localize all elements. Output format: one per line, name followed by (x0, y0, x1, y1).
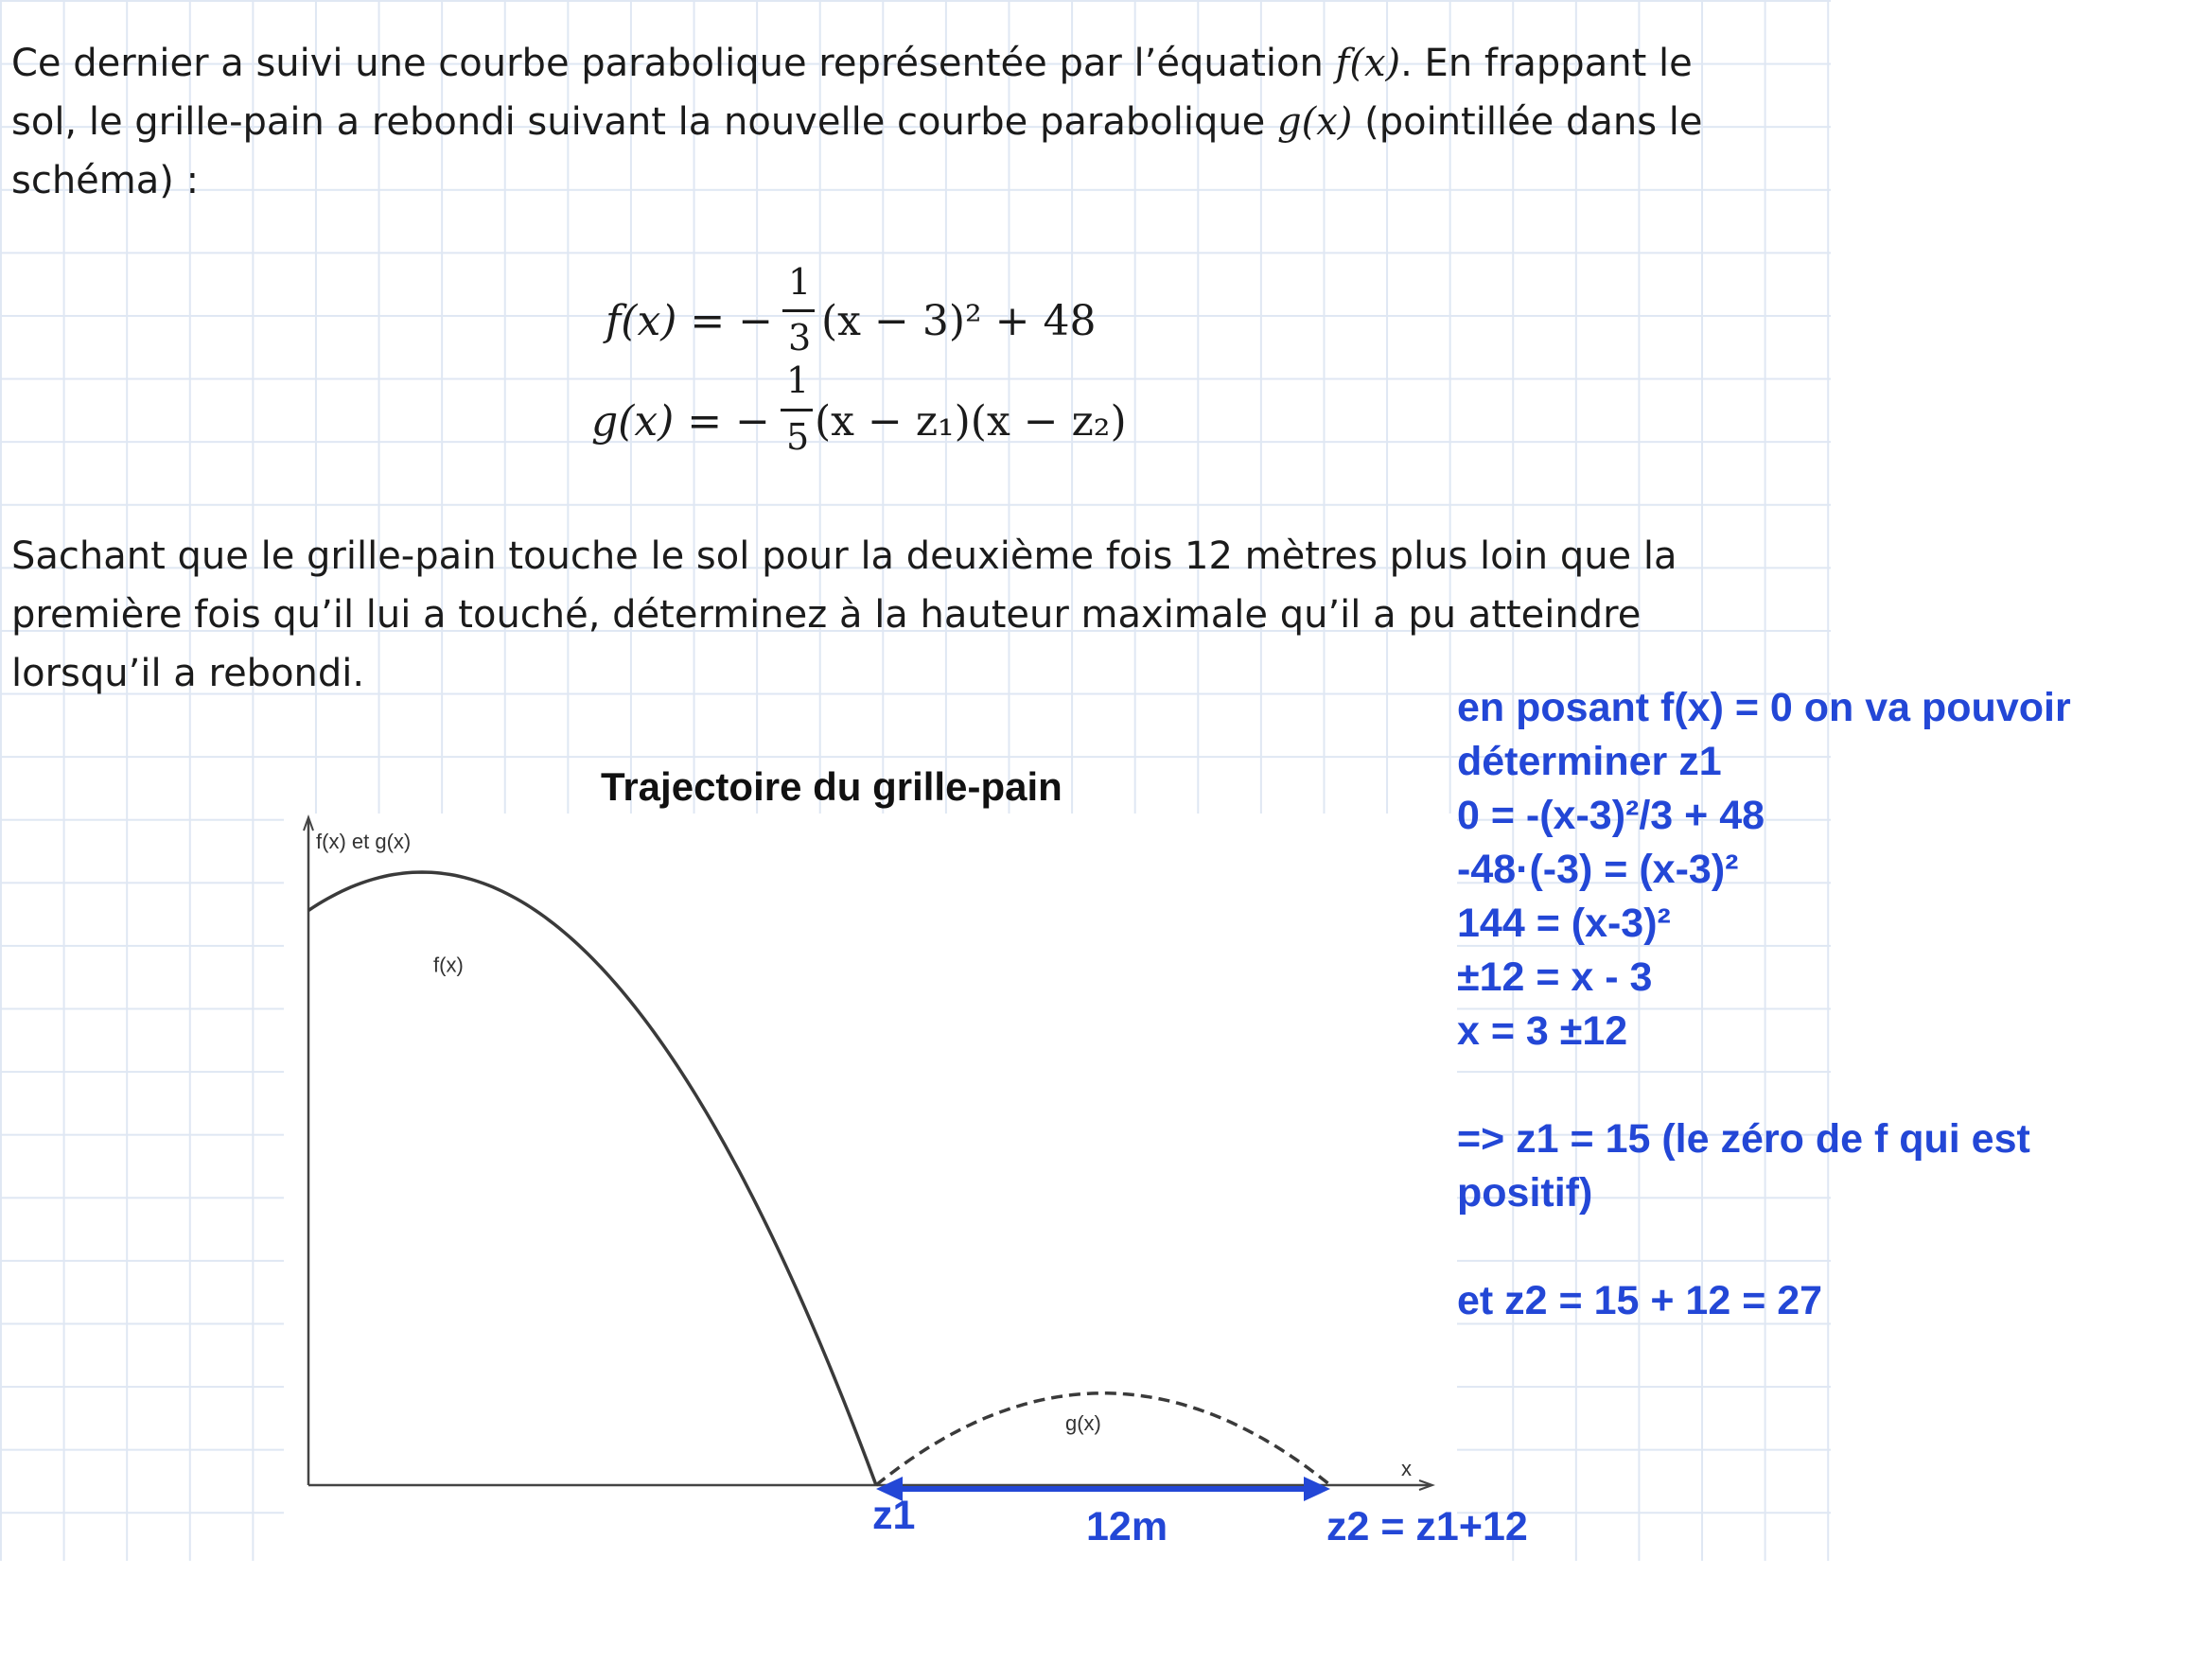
y-axis-label: f(x) et g(x) (316, 830, 412, 853)
equation-g-denominator: 5 (786, 416, 810, 458)
intro-fx: f(x) (1335, 42, 1401, 85)
intro-gx: g(x) (1277, 100, 1353, 144)
equation-f-rhs: (x − 3)² + 48 (821, 297, 1097, 345)
question-paragraph: Sachant que le grille-pain touche le sol pour la deuxième fois 12 mètres plus loin que la première fois qu’il lui a touché, déterminez à la hauteur maximale qu’il a pu atteindre lorsqu’il a rebondi. (11, 534, 1677, 695)
x-axis-label: x (1401, 1457, 1412, 1480)
notes-line (1457, 1059, 2186, 1112)
equation-f-denominator: 3 (788, 317, 812, 359)
notes-line: et z2 = 15 + 12 = 27 (1457, 1278, 1823, 1323)
intro-text-c: (pointillée dans le schéma) : (11, 100, 1703, 202)
curve-g (876, 1393, 1330, 1485)
curve-f (308, 872, 876, 1485)
notes-line: en posant f(x) = 0 on va pouvoir (1457, 685, 2071, 730)
equation-g-rhs: (x − z₁)(x − z₂) (815, 397, 1127, 446)
distance-label: 12m (1086, 1504, 1168, 1549)
intro-text-b: . En frappant le sol, le grille-pain a rebondi suivant la nouvelle courbe parabolique (11, 42, 1693, 144)
equation-f-numerator: 1 (788, 261, 812, 303)
intro-text-a: Ce dernier a suivi une courbe parabolique représentée par l’équation (11, 42, 1336, 85)
notes-line: x = 3 ±12 (1457, 1008, 1628, 1054)
notes-line (1457, 1220, 2186, 1274)
curve-f-label: f(x) (433, 953, 464, 977)
notes-line: positif) (1457, 1170, 1593, 1216)
equation-g-lhs: g(x) = − (591, 397, 771, 446)
notes-line: déterminer z1 (1457, 739, 1722, 784)
notes-line: ±12 = x - 3 (1457, 954, 1653, 1000)
z1-label: z1 (872, 1493, 916, 1538)
chart-title: Trajectoire du grille-pain (601, 764, 1062, 809)
solution-notes (1457, 681, 2186, 1328)
equation-f-lhs: f(x) = − (606, 297, 774, 345)
notes-line: -48·(-3) = (x-3)² (1457, 847, 1739, 892)
notes-line: 0 = -(x-3)²/3 + 48 (1457, 793, 1765, 838)
equation-g-numerator: 1 (786, 359, 810, 401)
notes-line: 144 = (x-3)² (1457, 901, 1671, 946)
notes-line: => z1 = 15 (le zéro de f qui est (1457, 1116, 2030, 1162)
curve-g-label: g(x) (1065, 1410, 1101, 1435)
z2-label: z2 = z1+12 (1326, 1504, 1528, 1549)
